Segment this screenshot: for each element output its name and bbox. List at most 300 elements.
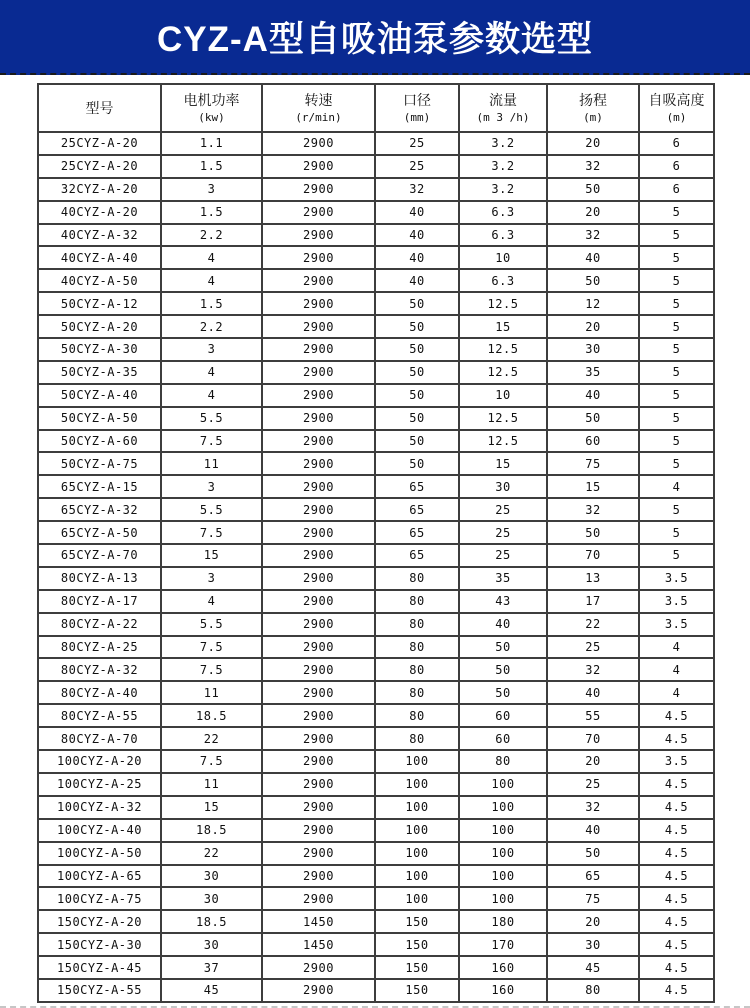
table-cell: 5 bbox=[639, 407, 714, 430]
table-cell: 2900 bbox=[262, 750, 375, 773]
table-cell: 4.5 bbox=[639, 842, 714, 865]
table-cell: 100 bbox=[375, 796, 459, 819]
table-cell: 65 bbox=[375, 544, 459, 567]
table-cell: 80CYZ-A-55 bbox=[38, 704, 161, 727]
table-cell: 12.5 bbox=[459, 430, 547, 453]
table-row bbox=[38, 452, 714, 475]
table-cell: 3 bbox=[161, 475, 262, 498]
table-cell: 50 bbox=[375, 315, 459, 338]
table-cell: 50 bbox=[375, 361, 459, 384]
column-header bbox=[547, 84, 639, 132]
table-cell: 150CYZ-A-45 bbox=[38, 956, 161, 979]
table-cell: 30 bbox=[161, 933, 262, 956]
table-cell: 5.5 bbox=[161, 613, 262, 636]
table-row bbox=[38, 407, 714, 430]
table-row bbox=[38, 246, 714, 269]
table-cell: 4 bbox=[639, 681, 714, 704]
table-cell: 4.5 bbox=[639, 704, 714, 727]
table-cell: 65 bbox=[375, 498, 459, 521]
table-row bbox=[38, 750, 714, 773]
table-cell: 32CYZ-A-20 bbox=[38, 178, 161, 201]
table-cell: 4.5 bbox=[639, 933, 714, 956]
table-cell: 25CYZ-A-20 bbox=[38, 132, 161, 155]
table-cell: 50 bbox=[375, 338, 459, 361]
table-row bbox=[38, 498, 714, 521]
table-cell: 40 bbox=[547, 681, 639, 704]
table-cell: 10 bbox=[459, 384, 547, 407]
table-cell: 5 bbox=[639, 521, 714, 544]
table-row bbox=[38, 842, 714, 865]
table-cell: 50CYZ-A-30 bbox=[38, 338, 161, 361]
table-cell: 12.5 bbox=[459, 407, 547, 430]
table-row bbox=[38, 567, 714, 590]
table-head bbox=[38, 84, 714, 132]
table-row bbox=[38, 544, 714, 567]
table-container bbox=[37, 83, 713, 1003]
table-cell: 2900 bbox=[262, 658, 375, 681]
table-cell: 32 bbox=[375, 178, 459, 201]
column-unit: (m) bbox=[583, 111, 603, 124]
table-row bbox=[38, 704, 714, 727]
table-cell: 6 bbox=[639, 178, 714, 201]
table-row bbox=[38, 727, 714, 750]
table-cell: 80CYZ-A-70 bbox=[38, 727, 161, 750]
table-cell: 40CYZ-A-20 bbox=[38, 201, 161, 224]
table-cell: 5 bbox=[639, 452, 714, 475]
table-row bbox=[38, 521, 714, 544]
table-cell: 25 bbox=[459, 498, 547, 521]
table-row bbox=[38, 201, 714, 224]
table-cell: 50CYZ-A-50 bbox=[38, 407, 161, 430]
table-cell: 2900 bbox=[262, 842, 375, 865]
table-cell: 100 bbox=[459, 773, 547, 796]
table-cell: 6.3 bbox=[459, 201, 547, 224]
table-row bbox=[38, 956, 714, 979]
table-cell: 4 bbox=[639, 658, 714, 681]
table-cell: 15 bbox=[161, 796, 262, 819]
table-cell: 32 bbox=[547, 658, 639, 681]
table-cell: 50CYZ-A-60 bbox=[38, 430, 161, 453]
table-cell: 4 bbox=[161, 269, 262, 292]
table-cell: 150 bbox=[375, 910, 459, 933]
table-cell: 100 bbox=[459, 842, 547, 865]
table-cell: 5 bbox=[639, 498, 714, 521]
table-cell: 50CYZ-A-40 bbox=[38, 384, 161, 407]
table-row bbox=[38, 796, 714, 819]
table-cell: 5 bbox=[639, 338, 714, 361]
table-cell: 100CYZ-A-75 bbox=[38, 887, 161, 910]
table-cell: 5 bbox=[639, 292, 714, 315]
table-cell: 4.5 bbox=[639, 865, 714, 888]
table-cell: 40 bbox=[375, 201, 459, 224]
table-row bbox=[38, 132, 714, 155]
table-cell: 150 bbox=[375, 979, 459, 1002]
column-label: 型号 bbox=[85, 100, 114, 116]
table-cell: 2900 bbox=[262, 865, 375, 888]
table-cell: 40CYZ-A-32 bbox=[38, 224, 161, 247]
table-cell: 10 bbox=[459, 246, 547, 269]
table-cell: 100 bbox=[459, 796, 547, 819]
column-header bbox=[38, 84, 161, 132]
table-cell: 150 bbox=[375, 956, 459, 979]
table-cell: 2900 bbox=[262, 979, 375, 1002]
table-cell: 2.2 bbox=[161, 224, 262, 247]
table-cell: 40 bbox=[375, 224, 459, 247]
table-cell: 2900 bbox=[262, 452, 375, 475]
table-cell: 2900 bbox=[262, 201, 375, 224]
table-cell: 3.5 bbox=[639, 613, 714, 636]
table-cell: 45 bbox=[161, 979, 262, 1002]
table-cell: 7.5 bbox=[161, 658, 262, 681]
table-cell: 65CYZ-A-50 bbox=[38, 521, 161, 544]
table-row bbox=[38, 361, 714, 384]
table-row bbox=[38, 681, 714, 704]
column-label: 扬程 bbox=[579, 92, 607, 108]
table-cell: 2900 bbox=[262, 590, 375, 613]
table-cell: 40 bbox=[459, 613, 547, 636]
table-cell: 2900 bbox=[262, 727, 375, 750]
table-cell: 150CYZ-A-30 bbox=[38, 933, 161, 956]
table-cell: 15 bbox=[459, 452, 547, 475]
table-cell: 25 bbox=[375, 132, 459, 155]
table-cell: 40 bbox=[547, 819, 639, 842]
column-label: 电机功率 bbox=[183, 92, 240, 108]
table-cell: 50 bbox=[459, 636, 547, 659]
table-cell: 80CYZ-A-40 bbox=[38, 681, 161, 704]
table-cell: 4.5 bbox=[639, 773, 714, 796]
table-cell: 80 bbox=[375, 613, 459, 636]
table-cell: 150CYZ-A-55 bbox=[38, 979, 161, 1002]
table-cell: 5 bbox=[639, 201, 714, 224]
table-cell: 25 bbox=[547, 773, 639, 796]
column-label: 转速 bbox=[304, 92, 333, 108]
table-cell: 80 bbox=[375, 567, 459, 590]
table-cell: 100 bbox=[375, 887, 459, 910]
table-cell: 50 bbox=[547, 407, 639, 430]
table-cell: 100CYZ-A-32 bbox=[38, 796, 161, 819]
table-cell: 50 bbox=[459, 681, 547, 704]
table-cell: 40CYZ-A-50 bbox=[38, 269, 161, 292]
table-row bbox=[38, 636, 714, 659]
table-row bbox=[38, 865, 714, 888]
table-cell: 25 bbox=[459, 521, 547, 544]
table-cell: 20 bbox=[547, 201, 639, 224]
column-header bbox=[639, 84, 714, 132]
table-cell: 4.5 bbox=[639, 979, 714, 1002]
table-cell: 50 bbox=[547, 842, 639, 865]
table-body bbox=[38, 132, 714, 1002]
table-cell: 4.5 bbox=[639, 819, 714, 842]
table-row bbox=[38, 979, 714, 1002]
table-cell: 30 bbox=[161, 865, 262, 888]
column-unit: (m) bbox=[666, 111, 687, 124]
table-cell: 25CYZ-A-20 bbox=[38, 155, 161, 178]
table-cell: 32 bbox=[547, 498, 639, 521]
table-row bbox=[38, 178, 714, 201]
table-cell: 5 bbox=[639, 224, 714, 247]
table-cell: 50 bbox=[547, 269, 639, 292]
table-cell: 40CYZ-A-40 bbox=[38, 246, 161, 269]
table-cell: 1.5 bbox=[161, 201, 262, 224]
table-cell: 4.5 bbox=[639, 956, 714, 979]
table-cell: 43 bbox=[459, 590, 547, 613]
table-cell: 35 bbox=[459, 567, 547, 590]
table-cell: 2900 bbox=[262, 315, 375, 338]
table-cell: 5.5 bbox=[161, 498, 262, 521]
table-cell: 2900 bbox=[262, 796, 375, 819]
page-header bbox=[0, 0, 750, 75]
table-cell: 100CYZ-A-25 bbox=[38, 773, 161, 796]
table-cell: 80 bbox=[375, 681, 459, 704]
table-cell: 30 bbox=[161, 887, 262, 910]
table-cell: 80CYZ-A-13 bbox=[38, 567, 161, 590]
column-label: 自吸高度 bbox=[648, 92, 705, 108]
table-cell: 70 bbox=[547, 544, 639, 567]
table-cell: 30 bbox=[459, 475, 547, 498]
table-cell: 45 bbox=[547, 956, 639, 979]
table-cell: 2900 bbox=[262, 430, 375, 453]
table-cell: 20 bbox=[547, 750, 639, 773]
header-row bbox=[38, 84, 714, 132]
table-cell: 2900 bbox=[262, 132, 375, 155]
table-cell: 22 bbox=[161, 842, 262, 865]
table-cell: 100CYZ-A-20 bbox=[38, 750, 161, 773]
table-cell: 65 bbox=[547, 865, 639, 888]
table-cell: 2.2 bbox=[161, 315, 262, 338]
table-cell: 18.5 bbox=[161, 819, 262, 842]
table-cell: 2900 bbox=[262, 155, 375, 178]
table-cell: 37 bbox=[161, 956, 262, 979]
table-cell: 100 bbox=[459, 887, 547, 910]
table-cell: 12 bbox=[547, 292, 639, 315]
page-title: CYZ-A型自吸油泵参数选型 bbox=[157, 19, 593, 59]
table-cell: 50 bbox=[375, 452, 459, 475]
column-header bbox=[459, 84, 547, 132]
table-cell: 2900 bbox=[262, 338, 375, 361]
column-header bbox=[375, 84, 459, 132]
pump-parameters-table bbox=[37, 83, 715, 1003]
table-cell: 11 bbox=[161, 452, 262, 475]
table-cell: 20 bbox=[547, 910, 639, 933]
table-cell: 50CYZ-A-20 bbox=[38, 315, 161, 338]
table-cell: 15 bbox=[547, 475, 639, 498]
table-cell: 50 bbox=[547, 521, 639, 544]
table-cell: 2900 bbox=[262, 567, 375, 590]
column-label: 口径 bbox=[403, 92, 431, 108]
table-cell: 80CYZ-A-22 bbox=[38, 613, 161, 636]
table-cell: 160 bbox=[459, 979, 547, 1002]
table-row bbox=[38, 910, 714, 933]
column-unit: (mm) bbox=[403, 111, 431, 124]
table-cell: 2900 bbox=[262, 178, 375, 201]
table-cell: 75 bbox=[547, 452, 639, 475]
table-row bbox=[38, 224, 714, 247]
table-cell: 4 bbox=[161, 361, 262, 384]
table-cell: 150 bbox=[375, 933, 459, 956]
table-cell: 4 bbox=[639, 475, 714, 498]
column-unit: (m 3 /h) bbox=[476, 111, 530, 124]
table-cell: 170 bbox=[459, 933, 547, 956]
table-cell: 18.5 bbox=[161, 704, 262, 727]
table-cell: 100 bbox=[459, 819, 547, 842]
table-row bbox=[38, 315, 714, 338]
table-cell: 80 bbox=[459, 750, 547, 773]
table-cell: 25 bbox=[375, 155, 459, 178]
table-cell: 80 bbox=[547, 979, 639, 1002]
column-unit: (kw) bbox=[198, 111, 225, 124]
table-cell: 5 bbox=[639, 384, 714, 407]
table-cell: 50 bbox=[375, 384, 459, 407]
table-cell: 4 bbox=[161, 246, 262, 269]
table-cell: 3.5 bbox=[639, 590, 714, 613]
table-cell: 4.5 bbox=[639, 727, 714, 750]
table-cell: 30 bbox=[547, 338, 639, 361]
table-cell: 4.5 bbox=[639, 910, 714, 933]
table-cell: 2900 bbox=[262, 269, 375, 292]
column-unit: (r/min) bbox=[295, 111, 342, 124]
table-cell: 100CYZ-A-65 bbox=[38, 865, 161, 888]
table-cell: 5 bbox=[639, 544, 714, 567]
table-cell: 4.5 bbox=[639, 887, 714, 910]
table-cell: 80 bbox=[375, 727, 459, 750]
table-cell: 25 bbox=[547, 636, 639, 659]
table-cell: 4 bbox=[161, 384, 262, 407]
table-cell: 12.5 bbox=[459, 292, 547, 315]
table-cell: 7.5 bbox=[161, 750, 262, 773]
table-cell: 40 bbox=[375, 246, 459, 269]
table-cell: 4.5 bbox=[639, 796, 714, 819]
table-cell: 2900 bbox=[262, 704, 375, 727]
table-cell: 22 bbox=[161, 727, 262, 750]
table-cell: 50CYZ-A-35 bbox=[38, 361, 161, 384]
table-cell: 70 bbox=[547, 727, 639, 750]
table-cell: 2900 bbox=[262, 246, 375, 269]
table-cell: 80 bbox=[375, 636, 459, 659]
table-cell: 30 bbox=[547, 933, 639, 956]
table-cell: 2900 bbox=[262, 475, 375, 498]
table-cell: 3.2 bbox=[459, 178, 547, 201]
table-cell: 50 bbox=[375, 292, 459, 315]
table-row bbox=[38, 155, 714, 178]
table-cell: 2900 bbox=[262, 773, 375, 796]
table-cell: 18.5 bbox=[161, 910, 262, 933]
table-cell: 80 bbox=[375, 658, 459, 681]
table-cell: 5 bbox=[639, 430, 714, 453]
column-header bbox=[161, 84, 262, 132]
table-cell: 2900 bbox=[262, 224, 375, 247]
table-row bbox=[38, 338, 714, 361]
table-cell: 5 bbox=[639, 315, 714, 338]
table-cell: 20 bbox=[547, 315, 639, 338]
table-cell: 150CYZ-A-20 bbox=[38, 910, 161, 933]
table-cell: 1450 bbox=[262, 910, 375, 933]
table-cell: 2900 bbox=[262, 521, 375, 544]
table-cell: 65 bbox=[375, 475, 459, 498]
table-cell: 6 bbox=[639, 132, 714, 155]
table-cell: 2900 bbox=[262, 361, 375, 384]
table-cell: 7.5 bbox=[161, 636, 262, 659]
table-cell: 32 bbox=[547, 796, 639, 819]
table-cell: 32 bbox=[547, 224, 639, 247]
table-cell: 12.5 bbox=[459, 361, 547, 384]
table-cell: 2900 bbox=[262, 956, 375, 979]
table-cell: 50CYZ-A-12 bbox=[38, 292, 161, 315]
table-cell: 5 bbox=[639, 246, 714, 269]
table-row bbox=[38, 269, 714, 292]
table-cell: 80 bbox=[375, 590, 459, 613]
table-cell: 50 bbox=[547, 178, 639, 201]
table-cell: 4 bbox=[639, 636, 714, 659]
table-cell: 80CYZ-A-32 bbox=[38, 658, 161, 681]
table-cell: 15 bbox=[161, 544, 262, 567]
table-cell: 100 bbox=[375, 773, 459, 796]
table-cell: 13 bbox=[547, 567, 639, 590]
table-cell: 5 bbox=[639, 361, 714, 384]
table-cell: 80 bbox=[375, 704, 459, 727]
table-cell: 3.5 bbox=[639, 750, 714, 773]
table-cell: 4 bbox=[161, 590, 262, 613]
table-row bbox=[38, 933, 714, 956]
table-cell: 60 bbox=[459, 727, 547, 750]
table-row bbox=[38, 819, 714, 842]
table-cell: 3.2 bbox=[459, 132, 547, 155]
table-cell: 2900 bbox=[262, 292, 375, 315]
table-cell: 2900 bbox=[262, 544, 375, 567]
table-cell: 35 bbox=[547, 361, 639, 384]
table-cell: 20 bbox=[547, 132, 639, 155]
table-cell: 100CYZ-A-50 bbox=[38, 842, 161, 865]
table-row bbox=[38, 292, 714, 315]
table-cell: 100CYZ-A-40 bbox=[38, 819, 161, 842]
table-cell: 100 bbox=[375, 842, 459, 865]
table-cell: 100 bbox=[459, 865, 547, 888]
table-cell: 3 bbox=[161, 338, 262, 361]
table-cell: 22 bbox=[547, 613, 639, 636]
table-cell: 2900 bbox=[262, 819, 375, 842]
table-cell: 7.5 bbox=[161, 430, 262, 453]
table-cell: 1450 bbox=[262, 933, 375, 956]
table-cell: 65CYZ-A-32 bbox=[38, 498, 161, 521]
table-cell: 2900 bbox=[262, 887, 375, 910]
table-cell: 1.5 bbox=[161, 155, 262, 178]
table-cell: 1.1 bbox=[161, 132, 262, 155]
table-row bbox=[38, 613, 714, 636]
column-header bbox=[262, 84, 375, 132]
table-row bbox=[38, 773, 714, 796]
table-cell: 60 bbox=[547, 430, 639, 453]
table-cell: 65CYZ-A-15 bbox=[38, 475, 161, 498]
table-row bbox=[38, 887, 714, 910]
table-cell: 50 bbox=[459, 658, 547, 681]
table-cell: 5.5 bbox=[161, 407, 262, 430]
table-cell: 160 bbox=[459, 956, 547, 979]
table-cell: 17 bbox=[547, 590, 639, 613]
table-cell: 6.3 bbox=[459, 224, 547, 247]
table-cell: 65CYZ-A-70 bbox=[38, 544, 161, 567]
table-cell: 40 bbox=[547, 246, 639, 269]
table-cell: 6 bbox=[639, 155, 714, 178]
table-cell: 5 bbox=[639, 269, 714, 292]
table-cell: 3.5 bbox=[639, 567, 714, 590]
table-cell: 11 bbox=[161, 773, 262, 796]
table-cell: 3 bbox=[161, 567, 262, 590]
table-cell: 60 bbox=[459, 704, 547, 727]
table-cell: 25 bbox=[459, 544, 547, 567]
table-row bbox=[38, 475, 714, 498]
table-cell: 55 bbox=[547, 704, 639, 727]
table-row bbox=[38, 590, 714, 613]
table-cell: 15 bbox=[459, 315, 547, 338]
